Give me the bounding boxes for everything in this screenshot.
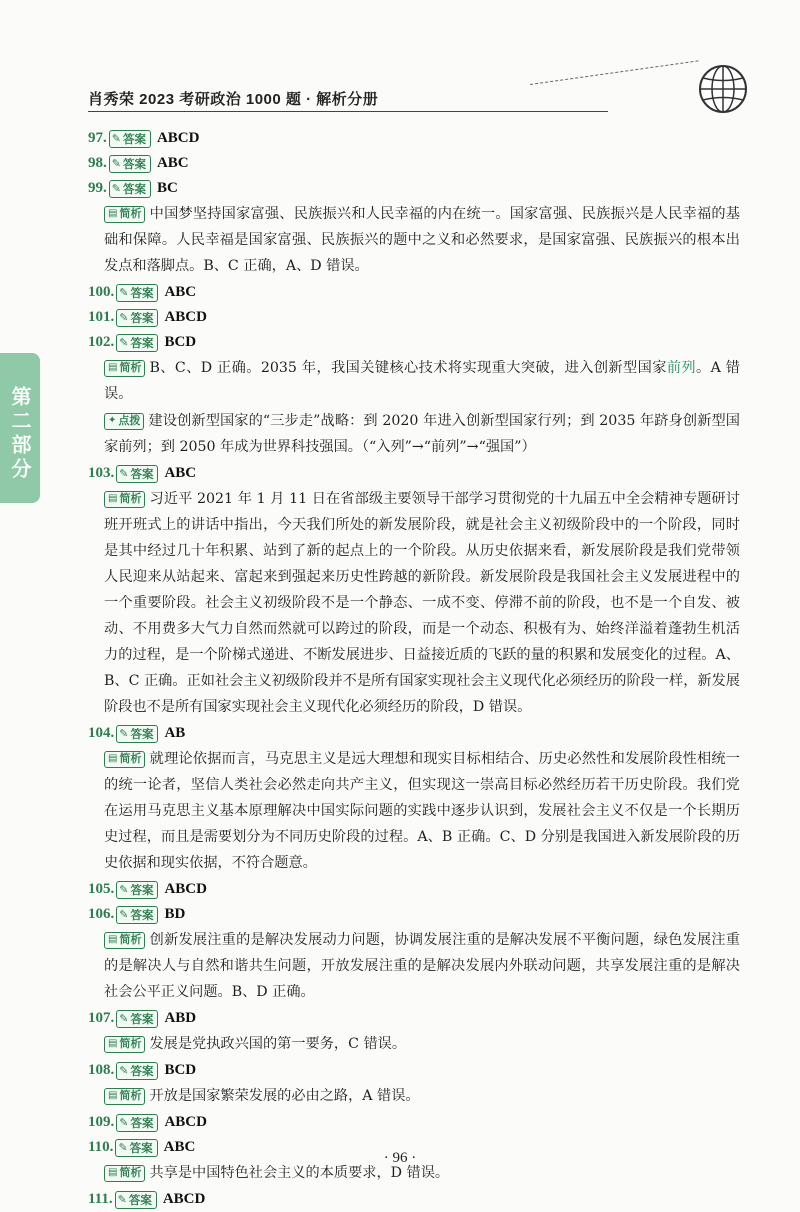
pencil-icon: ✎ (119, 336, 129, 349)
explain-badge-label: 简析 (119, 1089, 142, 1102)
explanation-text: 习近平 2021 年 1 月 11 日在省部级主要领导干部学习贯彻党的十九届五中全会精神专题研讨班开班式上的讲话中指出，今天我们所处的新发展阶段，就是社会主义初级阶段中的一个阶段，同时是其中经过几十年积累、站到了新的起点上的一个阶段。从历史依据来看，新发展阶段是我们党带领人民迎来从站起来、富起来到强起来历史性跨越的新阶段。新发展阶段是我国社会主义发展进程中的一个重要阶段。社会主义初级阶段不是一个静态、一成不变、停滞不前的阶段，也不是一个自发、被动、不用费多大气力自然而然就可以跨过的阶段，而是一个动态、积极有为、始终洋溢着蓬勃生机活力的过程，是一个阶梯式递进、不断发展进步、日益接近质的飞跃的量的积累和发展变化的过程。A、B、C 正确。正如社会主义初级阶段并不是所有国家实现社会主义现代化必须经历的阶段一样，新发展阶段也不是所有国家实现社会主义现代化必须经历的阶段，D 错误。 (104, 491, 740, 715)
answer-row (88, 721, 740, 746)
question-number: 107. (88, 1010, 115, 1026)
explain-badge-label: 简析 (119, 1166, 142, 1179)
pencil-icon: ✎ (119, 1116, 129, 1129)
question-number: 102. (88, 334, 115, 350)
answer-value: ABC (164, 284, 197, 300)
explanation-block (104, 201, 740, 279)
pencil-icon: ✎ (119, 883, 129, 896)
question-number: 104. (88, 725, 115, 741)
answer-row (88, 1006, 740, 1031)
answer-row (88, 151, 740, 176)
answer-row (88, 176, 740, 201)
book-icon: ▤ (108, 1038, 118, 1049)
pencil-icon: ✎ (119, 1064, 129, 1077)
answer-row (88, 877, 740, 902)
explain-badge (104, 1088, 145, 1105)
book-icon: ▤ (108, 493, 118, 504)
lightbulb-icon: ✦ (108, 415, 117, 426)
answer-row (88, 1058, 740, 1083)
answer-badge-label: 答案 (122, 156, 146, 171)
globe-icon (697, 63, 749, 115)
question-number: 108. (88, 1062, 115, 1078)
explanation-text: 共享是中国特色社会主义的本质要求，D 错误。 (149, 1165, 450, 1181)
answer-badge (109, 180, 151, 198)
answer-row (88, 1187, 740, 1212)
running-header: 肖秀荣 2023 考研政治 1000 题 · 解析分册 (88, 91, 379, 108)
answer-badge (116, 334, 158, 352)
answer-value: ABC (164, 465, 197, 481)
explain-badge (104, 751, 145, 768)
answer-badge-label: 答案 (128, 1192, 152, 1207)
explanation-text: B、C、D 正确。2035 年，我国关键核心技术将实现重大突破，进入创新型国家 (149, 360, 667, 376)
answer-badge (116, 1010, 158, 1028)
answer-badge-label: 答案 (129, 1140, 153, 1155)
explanation-text: 开放是国家繁荣发展的必由之路，A 错误。 (149, 1088, 420, 1104)
answer-badge-label: 答案 (130, 335, 154, 350)
question-number: 97. (88, 130, 107, 146)
pencil-icon: ✎ (119, 286, 129, 299)
book-icon: ▤ (108, 753, 118, 764)
answer-badge-label: 答案 (130, 1011, 154, 1026)
pencil-icon: ✎ (117, 1193, 127, 1206)
answer-badge (116, 284, 158, 302)
question-number: 111. (88, 1191, 113, 1207)
tip-text: 建设创新型国家的“三步走”战略：到 2020 年进入创新型国家行列；到 2035 年跻身创新型国家前列；到 2050 年成为世界科技强国。（“入列”→“前列”→“强国”） (104, 413, 740, 455)
header-rule (88, 111, 608, 112)
answer-row (88, 330, 740, 355)
pencil-icon: ✎ (119, 908, 129, 921)
answer-badge (116, 465, 158, 483)
answer-value: ABC (156, 155, 189, 171)
explanation-text-end: 。A 错误。 (104, 360, 740, 402)
answer-badge (116, 906, 158, 924)
answer-badge-label: 答案 (122, 181, 146, 196)
answer-value: AB (164, 725, 186, 741)
explain-badge-label: 简析 (119, 752, 142, 765)
book-icon: ▤ (108, 208, 118, 219)
explanation-highlight: 前列 (666, 360, 697, 376)
answer-badge-label: 答案 (122, 131, 146, 146)
answer-list (88, 126, 740, 1212)
answer-value: ABCD (164, 309, 207, 325)
book-icon: ▤ (108, 934, 118, 945)
answer-value: ABCD (164, 1114, 207, 1130)
answer-value: BD (164, 906, 186, 922)
answer-value: BCD (164, 334, 197, 350)
answer-badge-label: 答案 (130, 726, 154, 741)
answer-value: BCD (164, 1062, 197, 1078)
answer-row (88, 280, 740, 305)
answer-badge (116, 1062, 158, 1080)
book-icon: ▤ (108, 1167, 118, 1178)
answer-row (88, 902, 740, 927)
answer-badge (116, 309, 158, 327)
question-number: 101. (88, 309, 115, 325)
answer-badge-label: 答案 (130, 310, 154, 325)
pencil-icon: ✎ (111, 157, 121, 170)
explanation-block (104, 746, 740, 876)
explain-badge-label: 简析 (119, 361, 142, 374)
answer-badge (116, 1114, 158, 1132)
answer-value: ABD (164, 1010, 197, 1026)
explain-badge (104, 1165, 145, 1182)
answer-row (88, 126, 740, 151)
explanation-block (104, 486, 740, 720)
answer-row (88, 1110, 740, 1135)
explanation-block (104, 1083, 740, 1109)
explain-badge-label: 简析 (119, 1037, 142, 1050)
question-number: 100. (88, 284, 115, 300)
question-number: 105. (88, 881, 115, 897)
answer-badge-label: 答案 (130, 882, 154, 897)
answer-badge (116, 881, 158, 899)
pencil-icon: ✎ (111, 182, 121, 195)
pencil-icon: ✎ (119, 311, 129, 324)
answer-value: ABC (163, 1139, 196, 1155)
explanation-text: 中国梦坚持国家富强、民族振兴和人民幸福的内在统一。国家富强、民族振兴是人民幸福的基础和保障。人民幸福是国家富强、民族振兴的题中之义和必然要求，是国家富强、民族振兴的根本出发点和落脚点。B、C 正确，A、D 错误。 (104, 206, 740, 274)
answer-badge-label: 答案 (130, 1063, 154, 1078)
pencil-icon: ✎ (119, 727, 129, 740)
book-icon: ▤ (108, 362, 118, 373)
question-number: 106. (88, 906, 115, 922)
answer-row (88, 461, 740, 486)
answer-badge (109, 130, 151, 148)
question-number: 109. (88, 1114, 115, 1130)
question-number: 110. (88, 1139, 114, 1155)
answer-value: ABCD (162, 1191, 206, 1207)
explain-badge (104, 1036, 145, 1053)
explanation-block (104, 355, 740, 407)
answer-badge (109, 155, 151, 173)
answer-badge-label: 答案 (130, 466, 154, 481)
answer-value: ABCD (156, 130, 200, 146)
page-number: · 96 · (383, 1150, 417, 1166)
section-side-tab: 第二部分 (0, 353, 40, 503)
answer-badge-label: 答案 (130, 1115, 154, 1130)
book-icon: ▤ (108, 1090, 118, 1101)
answer-value: ABCD (164, 881, 207, 897)
answer-badge (116, 725, 158, 743)
pencil-icon: ✎ (118, 1141, 128, 1154)
question-number: 103. (88, 465, 115, 481)
explain-badge (104, 491, 145, 508)
answer-badge-label: 答案 (130, 285, 154, 300)
explain-badge-label: 简析 (119, 492, 142, 505)
answer-badge (115, 1191, 157, 1209)
explain-badge (104, 360, 145, 377)
header-dashed-line (530, 60, 702, 110)
answer-row (88, 305, 740, 330)
answer-value: BC (156, 180, 178, 196)
pencil-icon: ✎ (111, 132, 121, 145)
tip-badge-label: 点拨 (118, 414, 141, 427)
question-number: 98. (88, 155, 107, 171)
explain-badge (104, 206, 145, 223)
question-number: 99. (88, 180, 107, 196)
explanation-block (104, 927, 740, 1005)
answer-badge-label: 答案 (130, 907, 154, 922)
explain-badge (104, 932, 145, 949)
pencil-icon: ✎ (119, 1012, 129, 1025)
explain-badge-label: 简析 (119, 207, 142, 220)
explanation-text: 创新发展注重的是解决发展动力问题，协调发展注重的是解决发展不平衡问题，绿色发展注重的是解决人与自然和谐共生问题，开放发展注重的是解决发展内外联动问题，共享发展注重的是解决社会公平正义问题。B、D 正确。 (104, 932, 740, 1000)
tip-badge (104, 413, 144, 430)
tip-block (104, 408, 740, 460)
explanation-block (104, 1031, 740, 1057)
explain-badge-label: 简析 (119, 933, 142, 946)
explanation-text: 发展是党执政兴国的第一要务，C 错误。 (149, 1036, 407, 1052)
pencil-icon: ✎ (119, 467, 129, 480)
explanation-text: 就理论依据而言，马克思主义是远大理想和现实目标相结合、历史必然性和发展阶段性相统一的统一论者，坚信人类社会必然走向共产主义，但实现这一崇高目标必然经历若干历史阶段。我们党在运用马克思主义基本原理解决中国实际问题的实践中逐步认识到，发展社会主义不仅是一个长期历史过程，而且是需要划分为不同历史阶段的过程。A、B 正确。C、D 分别是我国进入新发展阶段的历史依据和现实依据，不符合题意。 (104, 751, 740, 871)
